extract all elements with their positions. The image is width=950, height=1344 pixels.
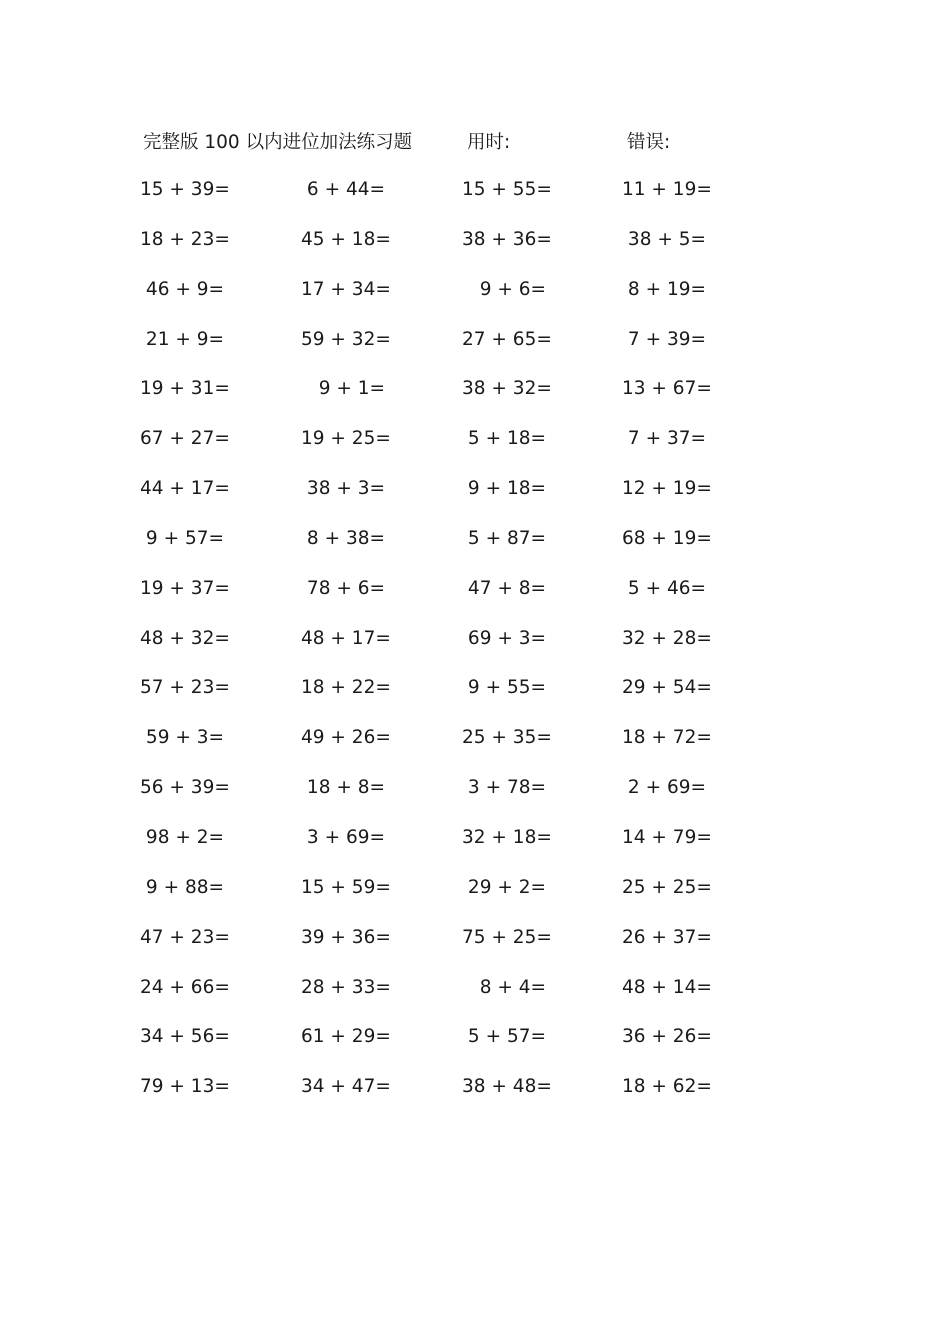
problem-row (0, 375, 950, 425)
addition-problem: 38 + 36= (462, 228, 552, 250)
addition-problem: 8 + 4= (479, 976, 546, 998)
addition-problem: 48 + 17= (301, 627, 391, 649)
problem-row (0, 1073, 950, 1123)
problem-row (0, 824, 950, 874)
problem-row (0, 326, 950, 376)
problem-row (0, 176, 950, 226)
worksheet-title: 完整版 100 以内进位加法练习题 (143, 132, 413, 153)
addition-problem: 3 + 78= (467, 777, 546, 799)
addition-problem: 5 + 18= (467, 428, 546, 450)
addition-problem: 3 + 69= (306, 826, 385, 848)
addition-problem: 75 + 25= (462, 926, 552, 948)
addition-problem: 25 + 25= (622, 876, 712, 898)
problem-row (0, 525, 950, 575)
addition-problem: 14 + 79= (622, 826, 712, 848)
addition-problem: 11 + 19= (622, 179, 712, 200)
addition-problem: 98 + 2= (145, 826, 224, 848)
problem-row (0, 625, 950, 675)
addition-problem: 8 + 19= (627, 278, 706, 300)
addition-problem: 9 + 18= (467, 478, 546, 500)
addition-problem: 38 + 32= (462, 378, 552, 400)
addition-problem: 5 + 57= (467, 1026, 546, 1048)
addition-problem: 9 + 57= (145, 527, 224, 549)
addition-problem: 46 + 9= (145, 278, 224, 300)
addition-problem: 7 + 37= (627, 428, 706, 450)
addition-problem: 34 + 56= (140, 1026, 230, 1048)
problem-row (0, 674, 950, 724)
problem-row (0, 575, 950, 625)
addition-problem: 38 + 3= (306, 478, 385, 500)
addition-problem: 36 + 26= (622, 1026, 712, 1048)
addition-problem: 61 + 29= (301, 1026, 391, 1048)
error-label: 错误: (627, 132, 671, 153)
addition-problem: 15 + 39= (140, 179, 230, 200)
addition-problem: 9 + 88= (145, 876, 224, 898)
time-label: 用时: (467, 132, 511, 153)
addition-problem: 28 + 33= (301, 976, 391, 998)
addition-problem: 12 + 19= (622, 478, 712, 500)
addition-problem: 29 + 54= (622, 677, 712, 699)
addition-problem: 68 + 19= (622, 527, 712, 549)
addition-problem: 18 + 22= (301, 677, 391, 699)
addition-problem: 38 + 48= (462, 1076, 552, 1098)
addition-problem: 47 + 8= (467, 577, 546, 599)
addition-problem: 21 + 9= (145, 328, 224, 350)
addition-problem: 79 + 13= (140, 1076, 230, 1098)
addition-problem: 15 + 55= (462, 179, 552, 200)
problem-row (0, 425, 950, 475)
addition-problem: 48 + 32= (140, 627, 230, 649)
addition-problem: 56 + 39= (140, 777, 230, 799)
problem-row (0, 276, 950, 326)
addition-problem: 9 + 6= (479, 278, 546, 300)
addition-problem: 38 + 5= (627, 228, 706, 250)
addition-problem: 78 + 6= (306, 577, 385, 599)
addition-problem: 15 + 59= (301, 876, 391, 898)
addition-problem: 19 + 25= (301, 428, 391, 450)
problem-row (0, 724, 950, 774)
addition-problem: 32 + 28= (622, 627, 712, 649)
addition-problem: 39 + 36= (301, 926, 391, 948)
addition-problem: 19 + 37= (140, 577, 230, 599)
problem-row (0, 1023, 950, 1073)
problem-row (0, 475, 950, 525)
addition-problem: 67 + 27= (140, 428, 230, 450)
addition-problem: 7 + 39= (627, 328, 706, 350)
addition-problem: 9 + 55= (467, 677, 546, 699)
addition-problem: 59 + 3= (145, 727, 224, 749)
addition-problem: 27 + 65= (462, 328, 552, 350)
addition-problem: 2 + 69= (627, 777, 706, 799)
addition-problem: 48 + 14= (622, 976, 712, 998)
addition-problem: 69 + 3= (467, 627, 546, 649)
problem-row (0, 226, 950, 276)
addition-problem: 45 + 18= (301, 228, 391, 250)
problem-row (0, 774, 950, 824)
addition-problem: 24 + 66= (140, 976, 230, 998)
addition-problem: 57 + 23= (140, 677, 230, 699)
addition-problem: 17 + 34= (301, 278, 391, 300)
addition-problem: 25 + 35= (462, 727, 552, 749)
addition-problem: 59 + 32= (301, 328, 391, 350)
addition-problem: 5 + 87= (467, 527, 546, 549)
problem-row (0, 924, 950, 974)
problem-row (0, 974, 950, 1024)
addition-problem: 18 + 62= (622, 1076, 712, 1098)
addition-problem: 26 + 37= (622, 926, 712, 948)
worksheet-header (0, 128, 950, 156)
problem-row (0, 874, 950, 924)
addition-problem: 34 + 47= (301, 1076, 391, 1098)
addition-problem: 18 + 23= (140, 228, 230, 250)
addition-problem: 5 + 46= (627, 577, 706, 599)
addition-problem: 18 + 8= (306, 777, 385, 799)
addition-problem: 8 + 38= (306, 527, 385, 549)
addition-problem: 29 + 2= (467, 876, 546, 898)
addition-problem: 44 + 17= (140, 478, 230, 500)
addition-problem: 47 + 23= (140, 926, 230, 948)
addition-problem: 19 + 31= (140, 378, 230, 400)
addition-problem: 6 + 44= (306, 179, 385, 200)
problem-grid (0, 176, 950, 1123)
addition-problem: 13 + 67= (622, 378, 712, 400)
addition-problem: 18 + 72= (622, 727, 712, 749)
addition-problem: 32 + 18= (462, 826, 552, 848)
addition-problem: 49 + 26= (301, 727, 391, 749)
addition-problem: 9 + 1= (318, 378, 385, 400)
